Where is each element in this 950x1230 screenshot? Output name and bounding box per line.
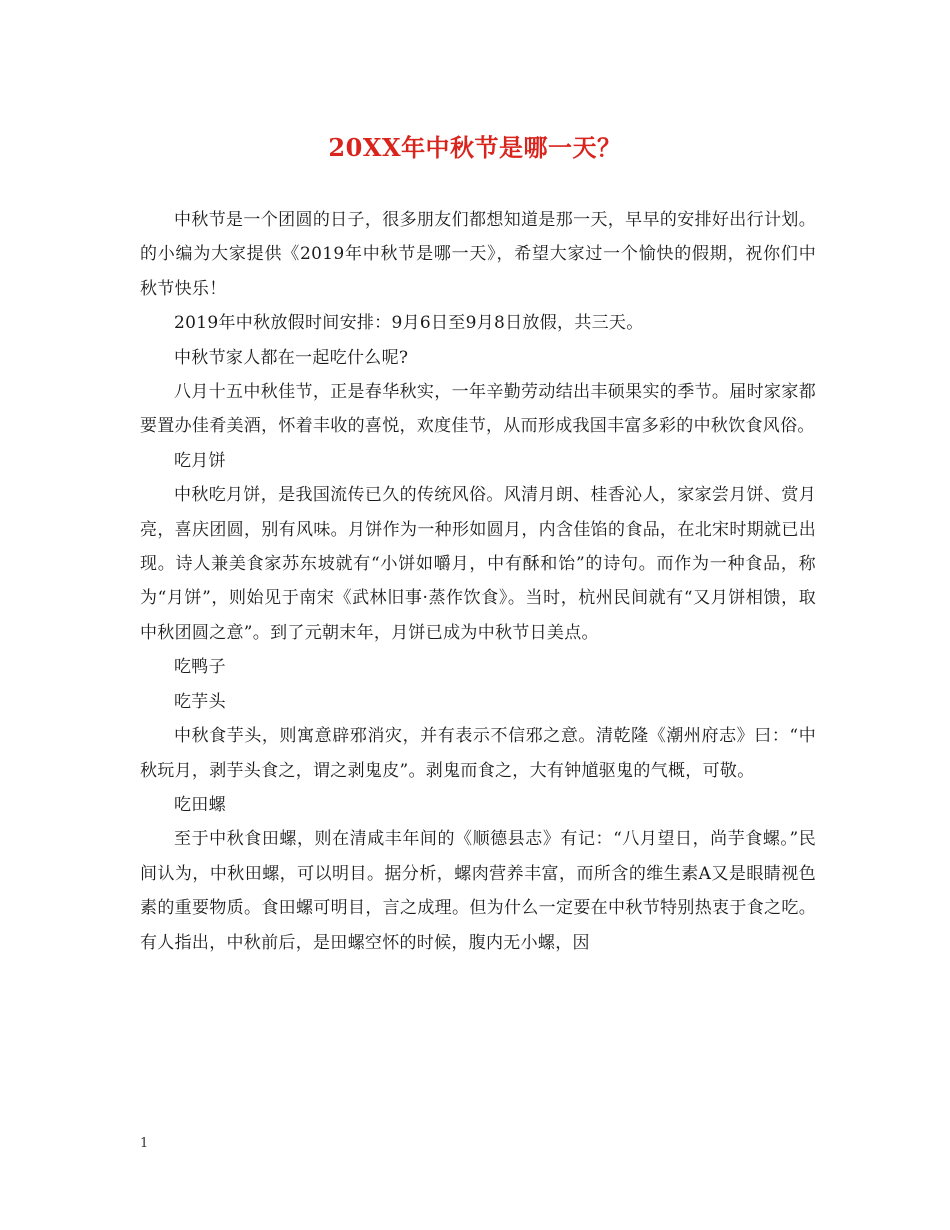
- paragraph-question: 中秋节家人都在一起吃什么呢?: [174, 347, 409, 368]
- paragraph-snail: 至于中秋食田螺，则在清咸丰年间的《顺德县志》有记：“八月望日，尚芋食螺。”民间认为，中秋田螺，可以明目。据分析，螺肉营养丰富，而所含的维生素A又是眼睛视色素的重要物质。食田螺可明目，言之成理。但为什么一定要在中秋节特别热衷于食之吃。有人指出，中秋前后，是田螺空怀的时候，腹内无小螺，因: [140, 829, 816, 953]
- paragraph-holiday-schedule: 2019年中秋放假时间安排：9月6日至9月8日放假，共三天。: [174, 313, 644, 334]
- paragraph-mooncake: 中秋吃月饼，是我国流传已久的传统风俗。风清月朗、桂香沁人，家家尝月饼、赏月亮，喜庆团圆，别有风味。月饼作为一种形如圆月，内含佳馅的食品，在北宋时期就已出现。诗人兼美食家苏东坡就有“小饼如嚼月，中有酥和饴”的诗句。而作为一种食品，称为“月饼”，则始见于南宋《武林旧事·蒸作饮食》。当时，杭州民间就有“又月饼相馈，取中秋团圆之意”。到了元朝末年，月饼已成为中秋节日美点。: [140, 485, 816, 643]
- article-body: [140, 203, 816, 960]
- heading-snail: 吃田螺: [174, 794, 226, 815]
- page-number: 1: [140, 1136, 149, 1151]
- heading-duck: 吃鸭子: [174, 657, 226, 678]
- page-title: 20XX年中秋节是哪一天？: [328, 133, 622, 162]
- heading-taro: 吃芋头: [174, 691, 226, 712]
- heading-mooncake: 吃月饼: [174, 450, 226, 471]
- paragraph-taro: 中秋食芋头，则寓意辟邪消灾，并有表示不信邪之意。清乾隆《潮州府志》曰：“中秋玩月，剥芋头食之，谓之剥鬼皮”。剥鬼而食之，大有钟馗驱鬼的气概，可敬。: [140, 726, 816, 781]
- paragraph-intro: 中秋节是一个团圆的日子，很多朋友们都想知道是那一天，早早的安排好出行计划。的小编为大家提供《2019年中秋节是哪一天》，希望大家过一个愉快的假期，祝你们中秋节快乐！: [140, 210, 816, 299]
- paragraph-customs: 八月十五中秋佳节，正是春华秋实，一年辛勤劳动结出丰硕果实的季节。届时家家都要置办佳肴美酒，怀着丰收的喜悦，欢度佳节，从而形成我国丰富多彩的中秋饮食风俗。: [140, 382, 816, 437]
